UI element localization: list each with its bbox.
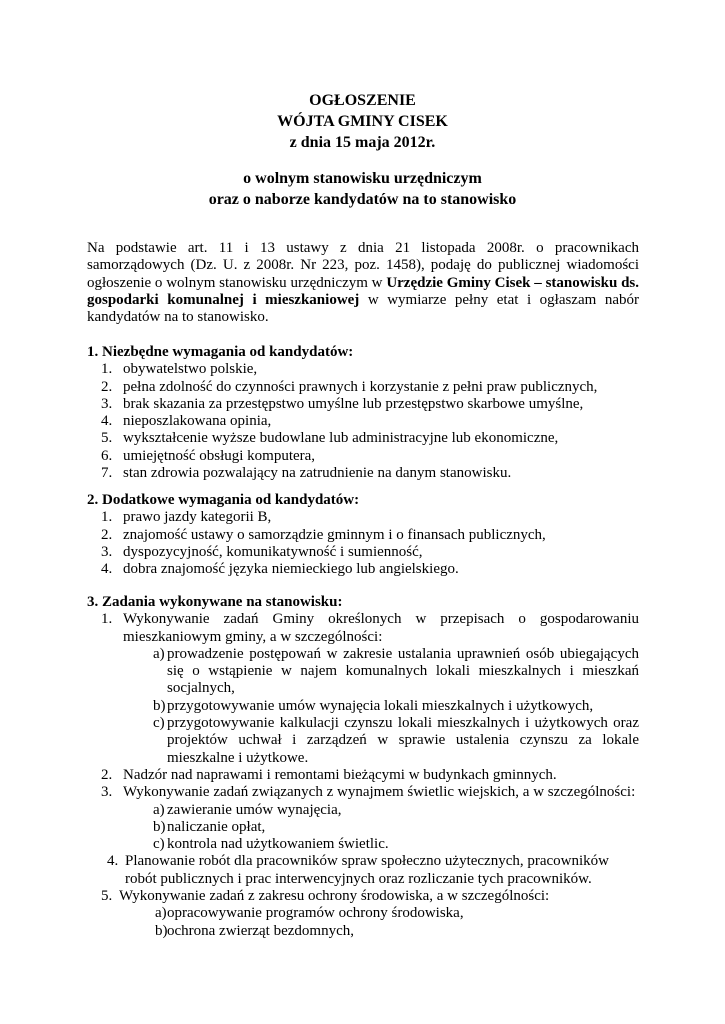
item-number: 3. bbox=[101, 784, 113, 801]
sub-item bbox=[87, 802, 639, 819]
item-text: wykształcenie wyższe budowlane lub administracyjne lub ekonomiczne, bbox=[123, 430, 559, 447]
sub-item-text: prowadzenie postępowań w zakresie ustalania uprawnień osób ubiegających się o wstąpienie w najem komunalnych lokali mieszkalnych i mieszkań socjalnych, bbox=[167, 645, 639, 697]
item-number: 2. bbox=[101, 766, 113, 783]
list-item bbox=[87, 509, 647, 526]
title-line-2: WÓJTA GMINY CISEK bbox=[277, 113, 448, 130]
intro-text-2: w wymiarze pełny etat i ogłaszam nabór kandydatów na to stanowisko. bbox=[87, 291, 639, 326]
item-number: 3. bbox=[101, 395, 113, 412]
sub-item bbox=[87, 923, 639, 940]
item-text: Wykonywanie zadań z zakresu ochrony środowiska, a w szczególności: bbox=[119, 888, 550, 905]
sub-item-text: przygotowywanie umów wynajęcia lokali mieszkalnych i użytkowych, bbox=[167, 697, 594, 714]
section-heading: 1. Niezbędne wymagania od kandydatów: bbox=[87, 344, 354, 360]
section-additional bbox=[87, 492, 647, 578]
announcement-subtitle bbox=[0, 168, 725, 210]
subtitle-line-1: o wolnym stanowisku urzędniczym bbox=[243, 170, 482, 187]
item-text: znajomość ustawy o samorządzie gminnym i o finansach publicznych, bbox=[123, 526, 546, 543]
section-heading: 2. Dodatkowe wymagania od kandydatów: bbox=[87, 492, 360, 508]
sub-item bbox=[87, 836, 639, 853]
sub-item-letter: a) bbox=[153, 645, 165, 662]
sub-item-letter: b) bbox=[153, 697, 166, 714]
sub-item bbox=[87, 698, 639, 715]
sub-item-letter: b) bbox=[153, 818, 166, 835]
sub-item-letter: a) bbox=[155, 905, 167, 922]
sub-item bbox=[87, 715, 639, 767]
item-number: 4. bbox=[101, 561, 113, 578]
list-item bbox=[87, 379, 647, 396]
item-text: umiejętność obsługi komputera, bbox=[123, 447, 316, 464]
sub-item-letter: c) bbox=[153, 715, 165, 732]
item-text: Nadzór nad naprawami i remontami bieżącymi w budynkach gminnych. bbox=[123, 766, 557, 783]
sub-item-text: zawieranie umów wynajęcia, bbox=[167, 801, 342, 818]
item-number: 1. bbox=[101, 361, 113, 378]
title-date: z dnia 15 maja 2012r. bbox=[289, 134, 436, 151]
item-number: 6. bbox=[101, 447, 113, 464]
item-text: obywatelstwo polskie, bbox=[123, 361, 258, 378]
list-item bbox=[87, 527, 647, 544]
item-text: Planowanie robót dla pracowników spraw społeczno użytecznych, pracowników robót publicznych i prac interwencyjnych oraz rozliczanie tych pracowników. bbox=[125, 853, 610, 887]
item-number: 1. bbox=[101, 509, 113, 526]
intro-bold-position: Urzędzie Gminy Cisek – stanowisku ds. gospodarki komunalnej i mieszkaniowej bbox=[87, 274, 639, 308]
item-number: 4. bbox=[101, 413, 113, 430]
item-number: 7. bbox=[101, 465, 113, 482]
sub-item bbox=[87, 646, 639, 698]
list-item bbox=[87, 888, 639, 905]
item-number: 2. bbox=[101, 526, 113, 543]
item-number: 1. bbox=[101, 611, 113, 628]
intro-text-1: Na podstawie art. 11 i 13 ustawy z dnia 21 listopada 2008r. o pracownikach samorządowych (Dz. U. z 2008r. Nr 223, poz. 1458), podaję do publicznej wiadomości ogłoszenie o wolnym stanowisku urzędniczym w bbox=[87, 240, 639, 291]
item-number: 5. bbox=[101, 430, 113, 447]
sub-item-letter: c) bbox=[153, 836, 165, 853]
item-number: 4. bbox=[107, 853, 119, 870]
sub-item-letter: a) bbox=[153, 801, 165, 818]
item-text: stan zdrowia pozwalający na zatrudnienie na danym stanowisku. bbox=[123, 465, 512, 482]
section-required bbox=[87, 344, 647, 482]
item-text: nieposzlakowana opinia, bbox=[123, 413, 272, 430]
subtitle-line-2: oraz o naborze kandydatów na to stanowisko bbox=[208, 191, 517, 208]
sub-item-text: przygotowywanie kalkulacji czynszu lokali mieszkalnych i użytkowych oraz projektów uchwał i zarządzeń w sprawie ustalenia czynszu za lokale mieszkalne i użytkowe. bbox=[167, 715, 639, 766]
item-number: 2. bbox=[101, 378, 113, 395]
item-text: pełna zdolność do czynności prawnych i korzystanie z pełni praw publicznych, bbox=[123, 378, 598, 395]
section-heading: 3. Zadania wykonywane na stanowisku: bbox=[87, 594, 343, 610]
sub-item bbox=[87, 905, 639, 922]
item-text: dyspozycyjność, komunikatywność i sumienność, bbox=[123, 543, 423, 560]
list-item bbox=[87, 784, 639, 801]
sub-item-text: opracowywanie programów ochrony środowiska, bbox=[167, 905, 464, 922]
section-tasks bbox=[87, 594, 639, 940]
intro-paragraph bbox=[87, 240, 639, 326]
list-item bbox=[87, 361, 647, 378]
list-item bbox=[87, 430, 647, 447]
sub-item bbox=[87, 819, 639, 836]
sub-item-text: kontrola nad użytkowaniem świetlic. bbox=[167, 836, 389, 853]
list-item bbox=[87, 465, 647, 482]
sub-item-letter: b) bbox=[155, 922, 168, 939]
item-text: Wykonywanie zadań związanych z wynajmem świetlic wiejskich, a w szczególności: bbox=[123, 784, 636, 801]
item-text: brak skazania za przestępstwo umyślne lub przestępstwo skarbowe umyślne, bbox=[123, 395, 584, 412]
list-item bbox=[87, 611, 639, 646]
sub-item-text: naliczanie opłat, bbox=[167, 818, 266, 835]
item-text: dobra znajomość języka niemieckiego lub angielskiego. bbox=[123, 561, 459, 578]
list-item bbox=[87, 561, 647, 578]
list-item bbox=[87, 396, 647, 413]
item-number: 3. bbox=[101, 543, 113, 560]
item-number: 5. bbox=[101, 888, 113, 905]
list-item bbox=[87, 413, 647, 430]
list-item bbox=[87, 853, 639, 888]
item-text: prawo jazdy kategorii B, bbox=[123, 509, 272, 526]
title-line-1: OGŁOSZENIE bbox=[309, 92, 416, 109]
list-item bbox=[87, 544, 647, 561]
list-item bbox=[87, 767, 639, 784]
sub-item-text: ochrona zwierząt bezdomnych, bbox=[167, 922, 354, 939]
announcement-title bbox=[0, 90, 725, 153]
list-item bbox=[87, 448, 647, 465]
item-text: Wykonywanie zadań Gminy określonych w przepisach o gospodarowaniu mieszkaniowym gminy, a w szczególności: bbox=[123, 611, 639, 645]
